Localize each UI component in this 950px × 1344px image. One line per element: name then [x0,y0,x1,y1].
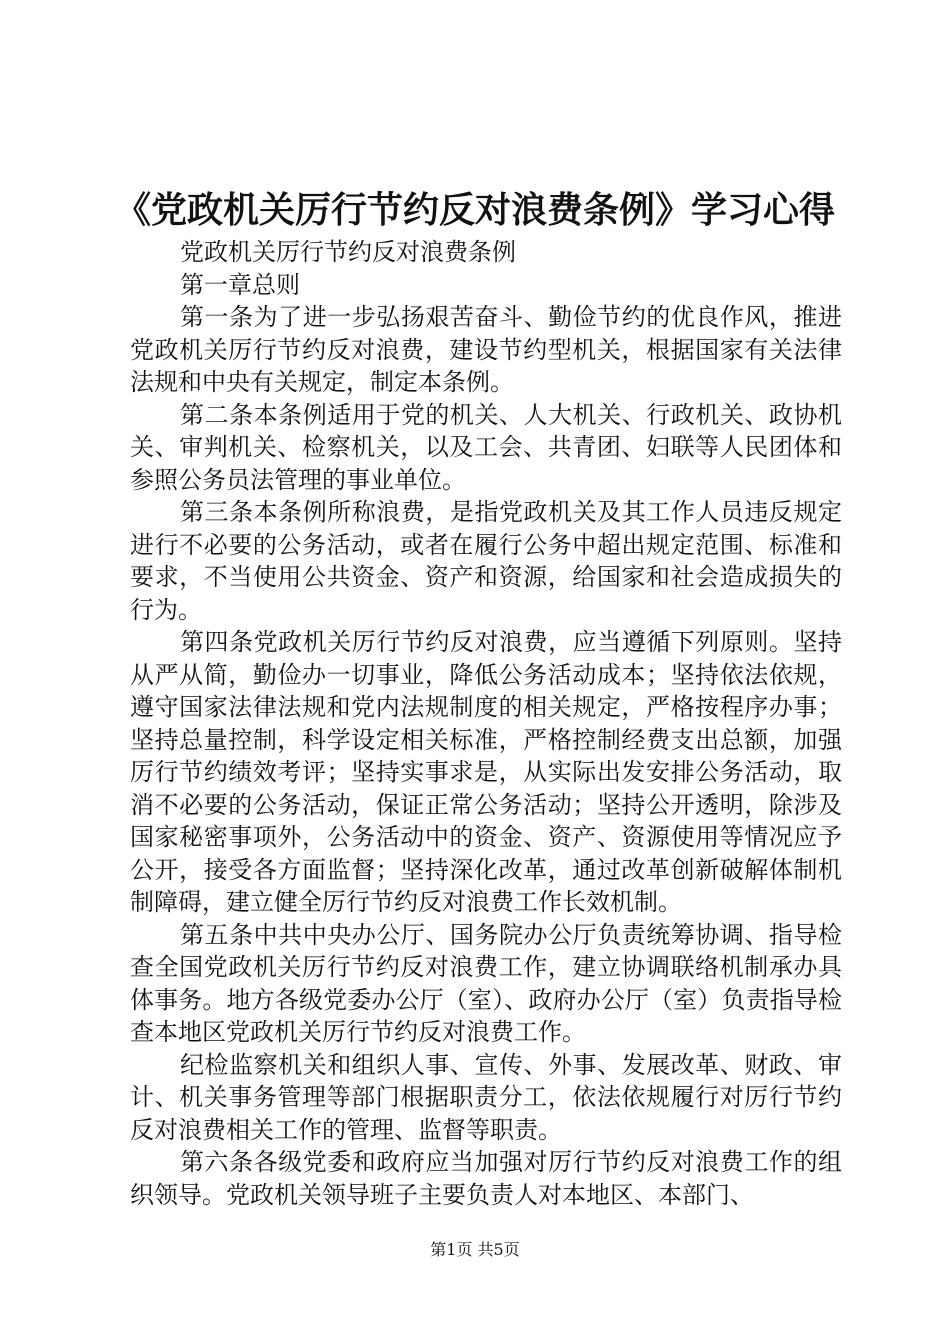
paragraph-article-6: 第六条各级党委和政府应当加强对厉行节约反对浪费工作的组织领导。党政机关领导班子主要负责人对本地区、本部门、 [130,1148,842,1209]
paragraph-article-5-continued: 纪检监察机关和组织人事、宣传、外事、发展改革、财政、审计、机关事务管理等部门根据职责分工，依法依规履行对厉行节约反对浪费相关工作的管理、监督等职责。 [130,1050,842,1144]
paragraph-article-3: 第三条本条例所称浪费，是指党政机关及其工作人员违反规定进行不必要的公务活动，或者在履行公务中超出规定范围、标准和要求，不当使用公共资金、资产和资源，给国家和社会造成损失的行为。 [130,498,842,624]
paragraph-regulation-name: 党政机关厉行节约反对浪费条例 [180,238,516,266]
document-title: 《党政机关厉行节约反对浪费条例》学习心得 [114,189,835,231]
paragraph-article-4: 第四条党政机关厉行节约反对浪费，应当遵循下列原则。坚持从严从简，勤俭办一切事业，降低公务活动成本；坚持依法依规，遵守国家法律法规和党内法规制度的相关规定，严格按程序办事；坚持总量控制，科学设定相关标准，严格控制经费支出总额，加强厉行节约绩效考评；坚持实事求是，从实际出发安排公务活动，取消不必要的公务活动，保证正常公务活动；坚持公开透明，除涉及国家秘密事项外，公务活动中的资金、资产、资源使用等情况应予公开，接受各方面监督；坚持深化改革，通过改革创新破解体制机制障碍，建立健全厉行节约反对浪费工作长效机制。 [130,628,842,916]
page-number-footer: 第1页 共5页 [430,1240,520,1259]
paragraph-chapter-heading: 第一章总则 [180,270,300,299]
document-body [130,236,842,1211]
paragraph-article-1: 第一条为了进一步弘扬艰苦奋斗、勤俭节约的优良作风，推进党政机关厉行节约反对浪费，建设节约型机关，根据国家有关法律法规和中央有关规定，制定本条例。 [130,303,842,396]
paragraph-article-5: 第五条中共中央办公厅、国务院办公厅负责统筹协调、指导检查全国党政机关厉行节约反对浪费工作，建立协调联络机制承办具体事务。地方各级党委办公厅（室）、政府办公厅（室）负责指导检查本地区党政机关厉行节约反对浪费工作。 [130,920,842,1046]
paragraph-article-2: 第二条本条例适用于党的机关、人大机关、行政机关、政协机关、审判机关、检察机关，以及工会、共青团、妇联等人民团体和参照公务员法管理的事业单位。 [130,400,842,494]
